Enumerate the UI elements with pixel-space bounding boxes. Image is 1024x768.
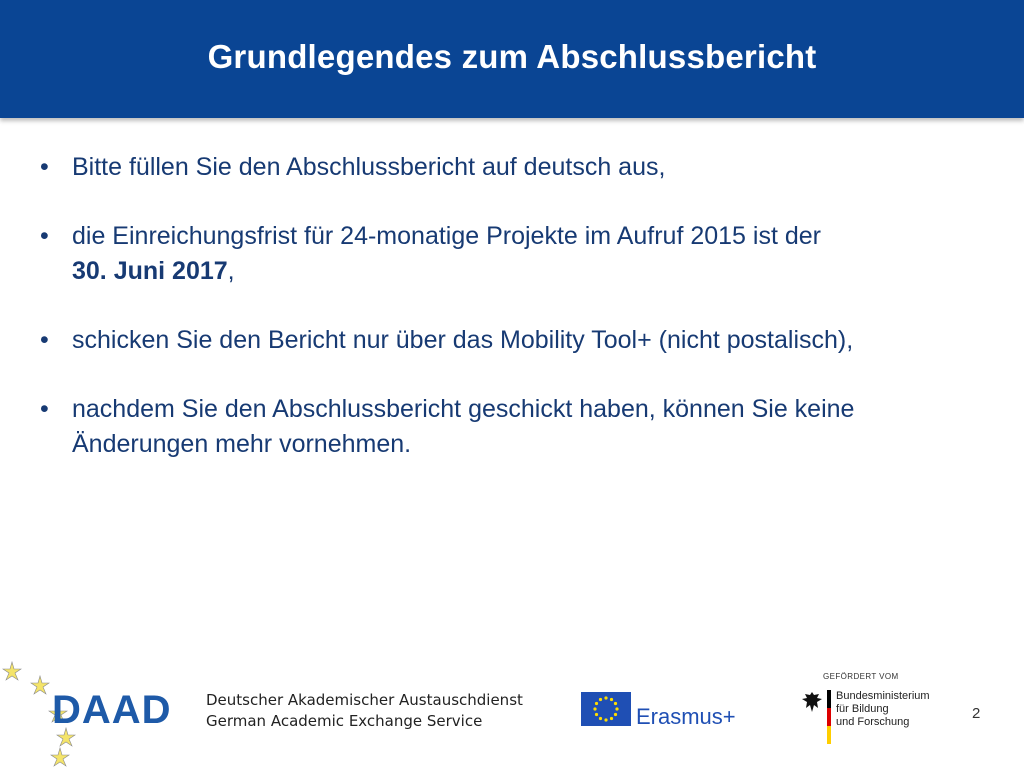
bullet-item — [40, 219, 1000, 289]
daad-organization-name — [206, 690, 523, 732]
bmbf-line: und Forschung — [836, 716, 910, 728]
daad-logo: DAAD — [52, 688, 172, 732]
bmbf-line: Bundesministerium — [836, 690, 930, 702]
bullet-text: nachdem Sie den Abschlussbericht geschickt haben, können Sie keine — [72, 395, 855, 423]
bullet-text: Bitte füllen Sie den Abschlussbericht auf deutsch aus, — [72, 153, 666, 181]
bmbf-line: für Bildung — [836, 703, 889, 715]
deadline-date: 30. Juni 2017 — [72, 257, 228, 285]
bmbf-ministry-name — [836, 690, 930, 729]
bullet-list — [40, 150, 1000, 496]
page-number: 2 — [972, 705, 981, 722]
slide-title: Grundlegendes zum Abschlussbericht — [207, 38, 817, 75]
bullet-item — [40, 323, 1000, 358]
funded-by-label: GEFÖRDERT VOM — [823, 672, 899, 681]
erasmus-plus-label: Erasmus+ — [636, 704, 736, 729]
bullet-marker: • — [40, 326, 49, 354]
german-flag-stripe-icon — [827, 690, 831, 744]
bullet-suffix: , — [227, 257, 235, 285]
bullet-item — [40, 150, 1000, 185]
bullet-marker: • — [40, 395, 49, 423]
bullet-item — [40, 392, 1000, 462]
daad-name-english: German Academic Exchange Service — [206, 712, 483, 730]
bullet-text-continued: Änderungen mehr vornehmen. — [72, 430, 412, 458]
bullet-text: schicken Sie den Bericht nur über das Mobility Tool+ (nicht postalisch), — [72, 326, 854, 354]
bullet-marker: • — [40, 222, 49, 250]
eu-flag-icon — [581, 692, 631, 726]
daad-name-german: Deutscher Akademischer Austauschdienst — [206, 691, 523, 709]
bullet-marker: • — [40, 153, 49, 181]
federal-eagle-icon — [801, 690, 823, 714]
bullet-text: die Einreichungsfrist für 24-monatige Projekte im Aufruf 2015 ist der — [72, 222, 821, 250]
